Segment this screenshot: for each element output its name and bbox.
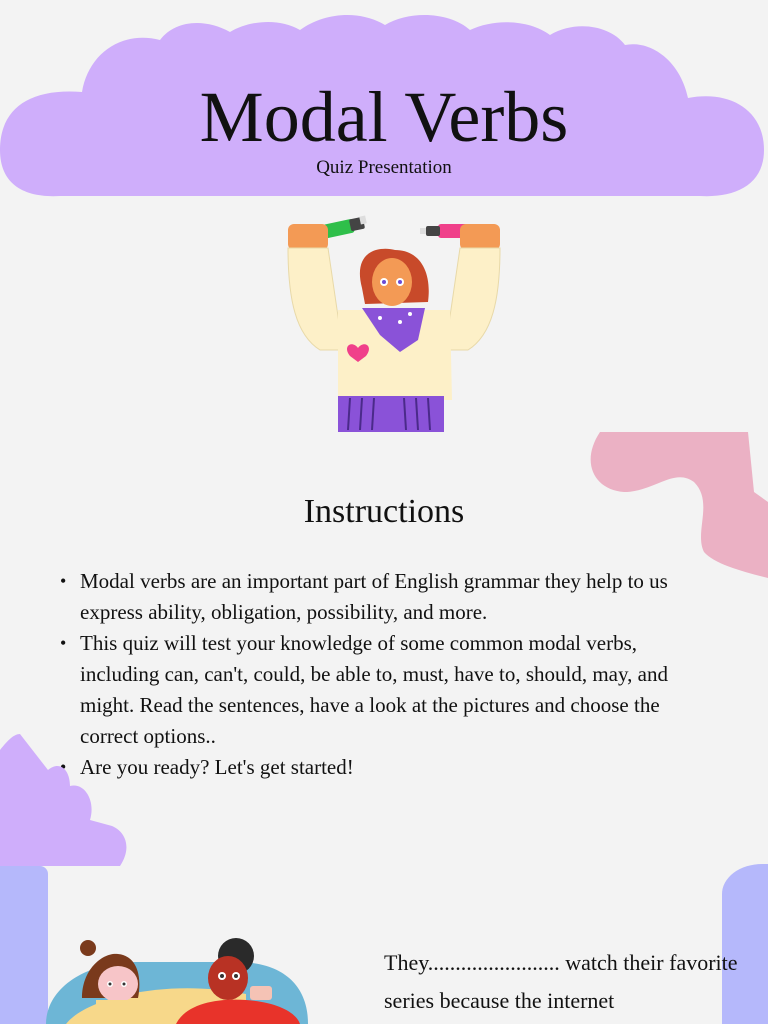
couple-on-couch-illustration [46, 938, 316, 1024]
quiz-question-text: They........................ watch their favorite series because the internet [384, 950, 738, 1013]
instructions-heading: Instructions [303, 493, 465, 530]
list-item: • Modal verbs are an important part of English grammar they help to us express ability, obligation, possibility, and more. [58, 566, 718, 628]
page-title: Modal Verbs [199, 77, 569, 157]
list-item: • Are you ready? Let's get started! [58, 752, 718, 783]
blue-side-shape [0, 866, 48, 1024]
page-subtitle: Quiz Presentation [316, 157, 452, 178]
purple-cloud-shape [0, 730, 132, 870]
list-item: • This quiz will test your knowledge of some common modal verbs, including can, can't, could, be able to, must, have to, should, may, and might. Read the sentences, have a look at the pictures and choose the correct options.. [58, 628, 718, 752]
girl-holding-markers-illustration [280, 210, 510, 440]
instructions-list [58, 566, 718, 783]
